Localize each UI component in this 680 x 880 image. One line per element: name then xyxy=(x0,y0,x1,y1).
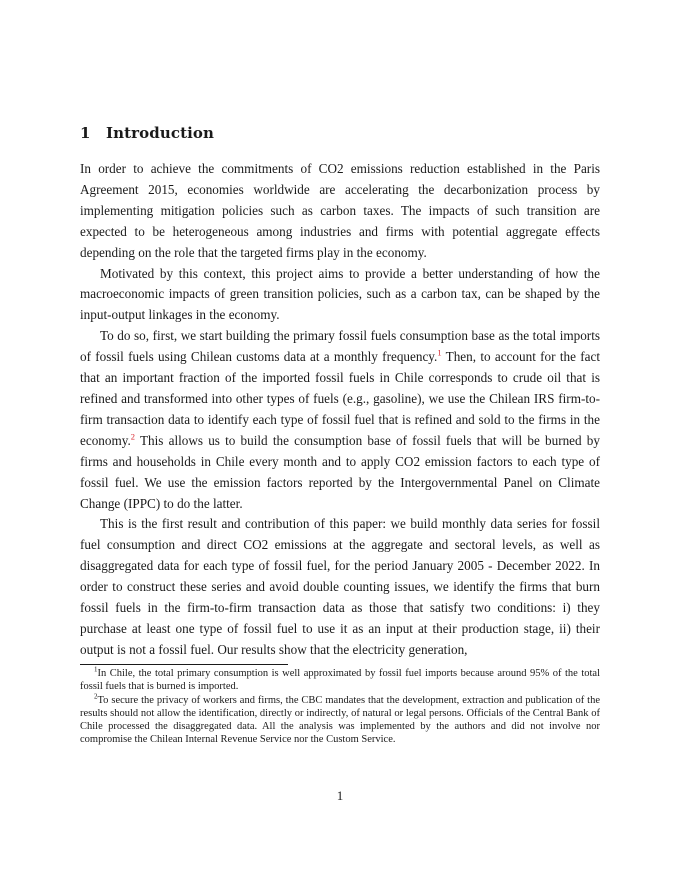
footnotes xyxy=(80,667,600,747)
paragraph-3 xyxy=(80,326,600,514)
section-number: 1 xyxy=(80,124,91,142)
paragraph-3-part-c: This allows us to build the consumption base of fossil fuels that will be burned by firms and households in Chile every month and to apply CO2 emission factors to each type of fossil fuel. We use the emission factors reported by the Intergovernmental Panel on Climate Change (IPPC) to do the latter. xyxy=(80,432,600,511)
footnote-2 xyxy=(80,694,600,747)
footnote-1-mark: 1 xyxy=(94,665,98,674)
paragraph-4: This is the first result and contribution of this paper: we build monthly data series for fossil fuel consumption and direct CO2 emissions at the aggregate and sectoral levels, as well as disaggregated data for each type of fossil fuel, for the period January 2005 - December 2022. In order to construct these series and avoid double counting issues, we identify the firms that burn fossil fuels in the firm-to-firm transaction data as those that satisfy two conditions: i) they purchase at least one type of fossil fuel to use it as an input at their production stage, ii) their output is not a fossil fuel. Our results show that the electricity generation, xyxy=(80,516,600,657)
section-heading xyxy=(80,124,214,142)
footnote-2-text: To secure the privacy of workers and firms, the CBC mandates that the development, extraction and publication of the results should not allow the identification, directly or indirectly, of natural or legal persons. Officials of the Central Bank of Chile processed the disaggregated data. All the analysis was implemented by the authors and did not involve nor compromise the Chilean Internal Revenue Service nor the Custom Service. xyxy=(80,694,600,746)
footnote-1 xyxy=(80,667,600,694)
paragraph-3-part-b: Then, to account for the fact that an important fraction of the imported fossil fuels in Chile corresponds to crude oil that is refined and transformed into other types of fuels (e.g., gasoline), we use the Chilean IRS firm-to-firm transaction data to identify each type of fossil fuel that is refined and sold to the firms in the economy. xyxy=(80,349,600,448)
paragraph-1: In order to achieve the commitments of CO2 emissions reduction established in the Paris Agreement 2015, economies worldwide are accelerating the decarbonization process by implementing mitigation policies such as carbon taxes. The impacts of such transition are expected to be heterogeneous among industries and firms with potential aggregate effects depending on the role that the targeted firms play in the economy. xyxy=(80,161,600,260)
body-text xyxy=(80,159,600,661)
paragraph-3-part-a: To do so, first, we start building the primary fossil fuels consumption base as the total imports of fossil fuels using Chilean customs data at a monthly frequency. xyxy=(80,328,600,365)
footnote-1-text: In Chile, the total primary consumption is well approximated by fossil fuel imports because around 95% of the total fossil fuels that is burned is imported. xyxy=(80,668,600,693)
footnote-divider xyxy=(80,664,288,665)
paragraph-2: Motivated by this context, this project aims to provide a better understanding of how the macroeconomic impacts of green transition policies, such as a carbon tax, can be shaped by the input-output linkages in the economy. xyxy=(80,265,600,323)
page-number: 1 xyxy=(336,788,344,803)
footnote-ref-1[interactable]: 1 xyxy=(437,347,442,358)
footnote-ref-2[interactable]: 2 xyxy=(130,431,136,442)
footnote-2-mark: 2 xyxy=(94,692,98,701)
section-title-text: Introduction xyxy=(106,124,215,142)
